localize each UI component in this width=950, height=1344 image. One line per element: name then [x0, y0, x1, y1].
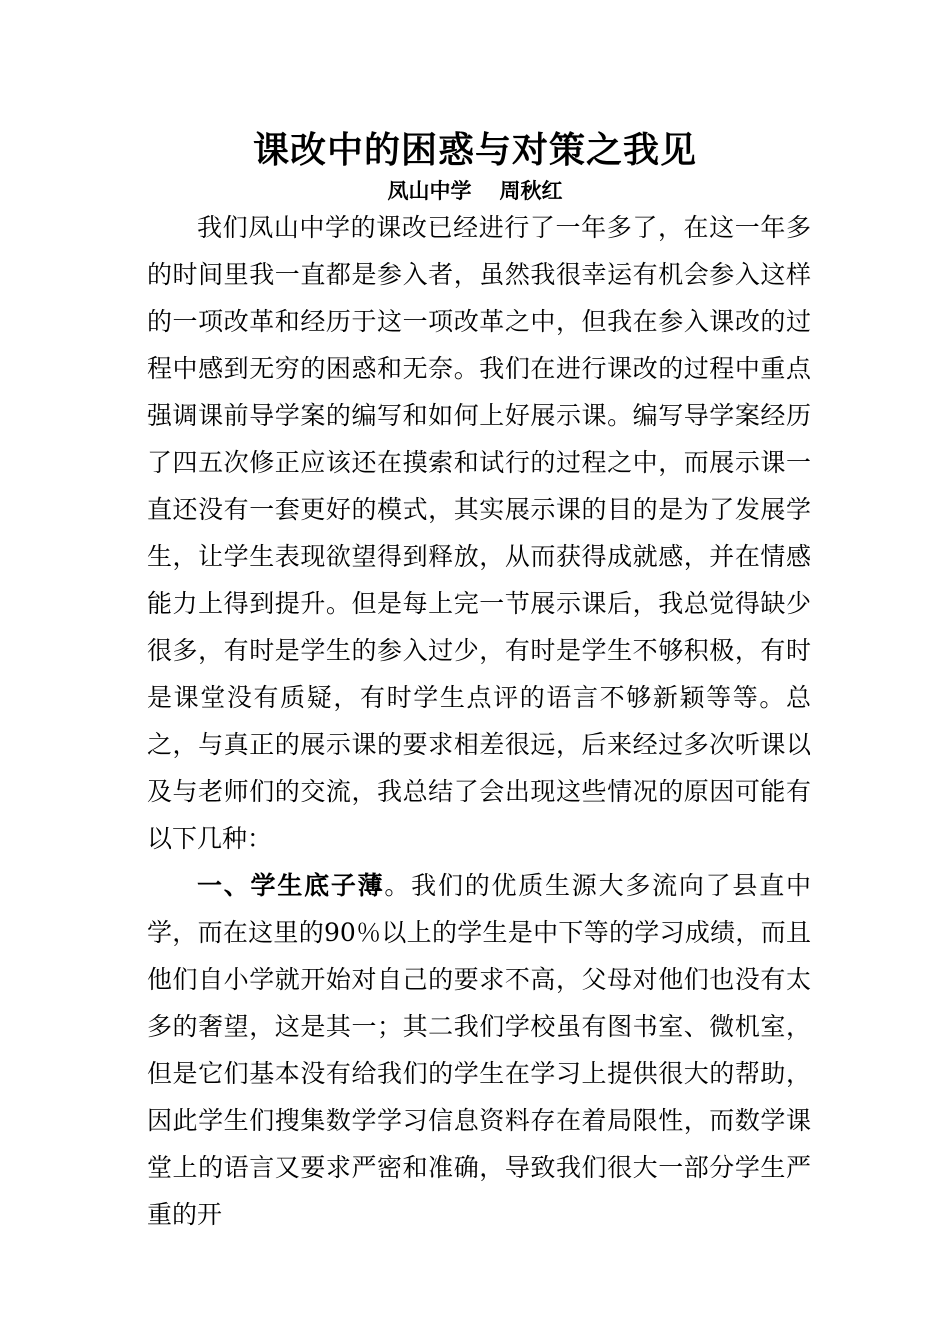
paragraph-point-one — [147, 862, 811, 1238]
document-title: 课改中的困惑与对策之我见 — [252, 129, 697, 171]
paragraph-point-one-heading: 一、学生底子薄 — [197, 871, 385, 900]
document-body — [147, 204, 811, 1238]
paragraph-point-one-text: 。我们的优质生源大多流向了县直中学，而在这里的90％以上的学生是中下等的学习成绩，而且他们自小学就开始对自己的要求不高，父母对他们也没有太多的奢望，这是其一；其二我们学校虽有图书室、微机室，但是它们基本没有给我们的学生在学习上提供很大的帮助，因此学生们搜集数学学习信息资料存在着局限性，而数学课堂上的语言又要求严密和准确，导致我们很大一部分学生严重的开 — [147, 871, 811, 1229]
paragraph-intro — [147, 204, 811, 862]
author-school: 凤山中学 — [387, 178, 472, 203]
author-name: 周秋红 — [499, 178, 563, 203]
author-line — [0, 176, 950, 206]
paragraph-intro-text: 我们凤山中学的课改已经进行了一年多了，在这一年多的时间里我一直都是参入者，虽然我很幸运有机会参入这样的一项改革和经历于这一项改革之中，但我在参入课改的过程中感到无穷的困惑和无奈。我们在进行课改的过程中重点强调课前导学案的编写和如何上好展示课。编写导学案经历了四五次修正应该还在摸索和试行的过程之中，而展示课一直还没有一套更好的模式，其实展示课的目的是为了发展学生，让学生表现欲望得到释放，从而获得成就感，并在情感能力上得到提升。但是每上完一节展示课后，我总觉得缺少很多，有时是学生的参入过少，有时是学生不够积极，有时是课堂没有质疑，有时学生点评的语言不够新颖等等。总之，与真正的展示课的要求相差很远，后来经过多次听课以及与老师们的交流，我总结了会出现这些情况的原因可能有以下几种： — [147, 213, 811, 853]
